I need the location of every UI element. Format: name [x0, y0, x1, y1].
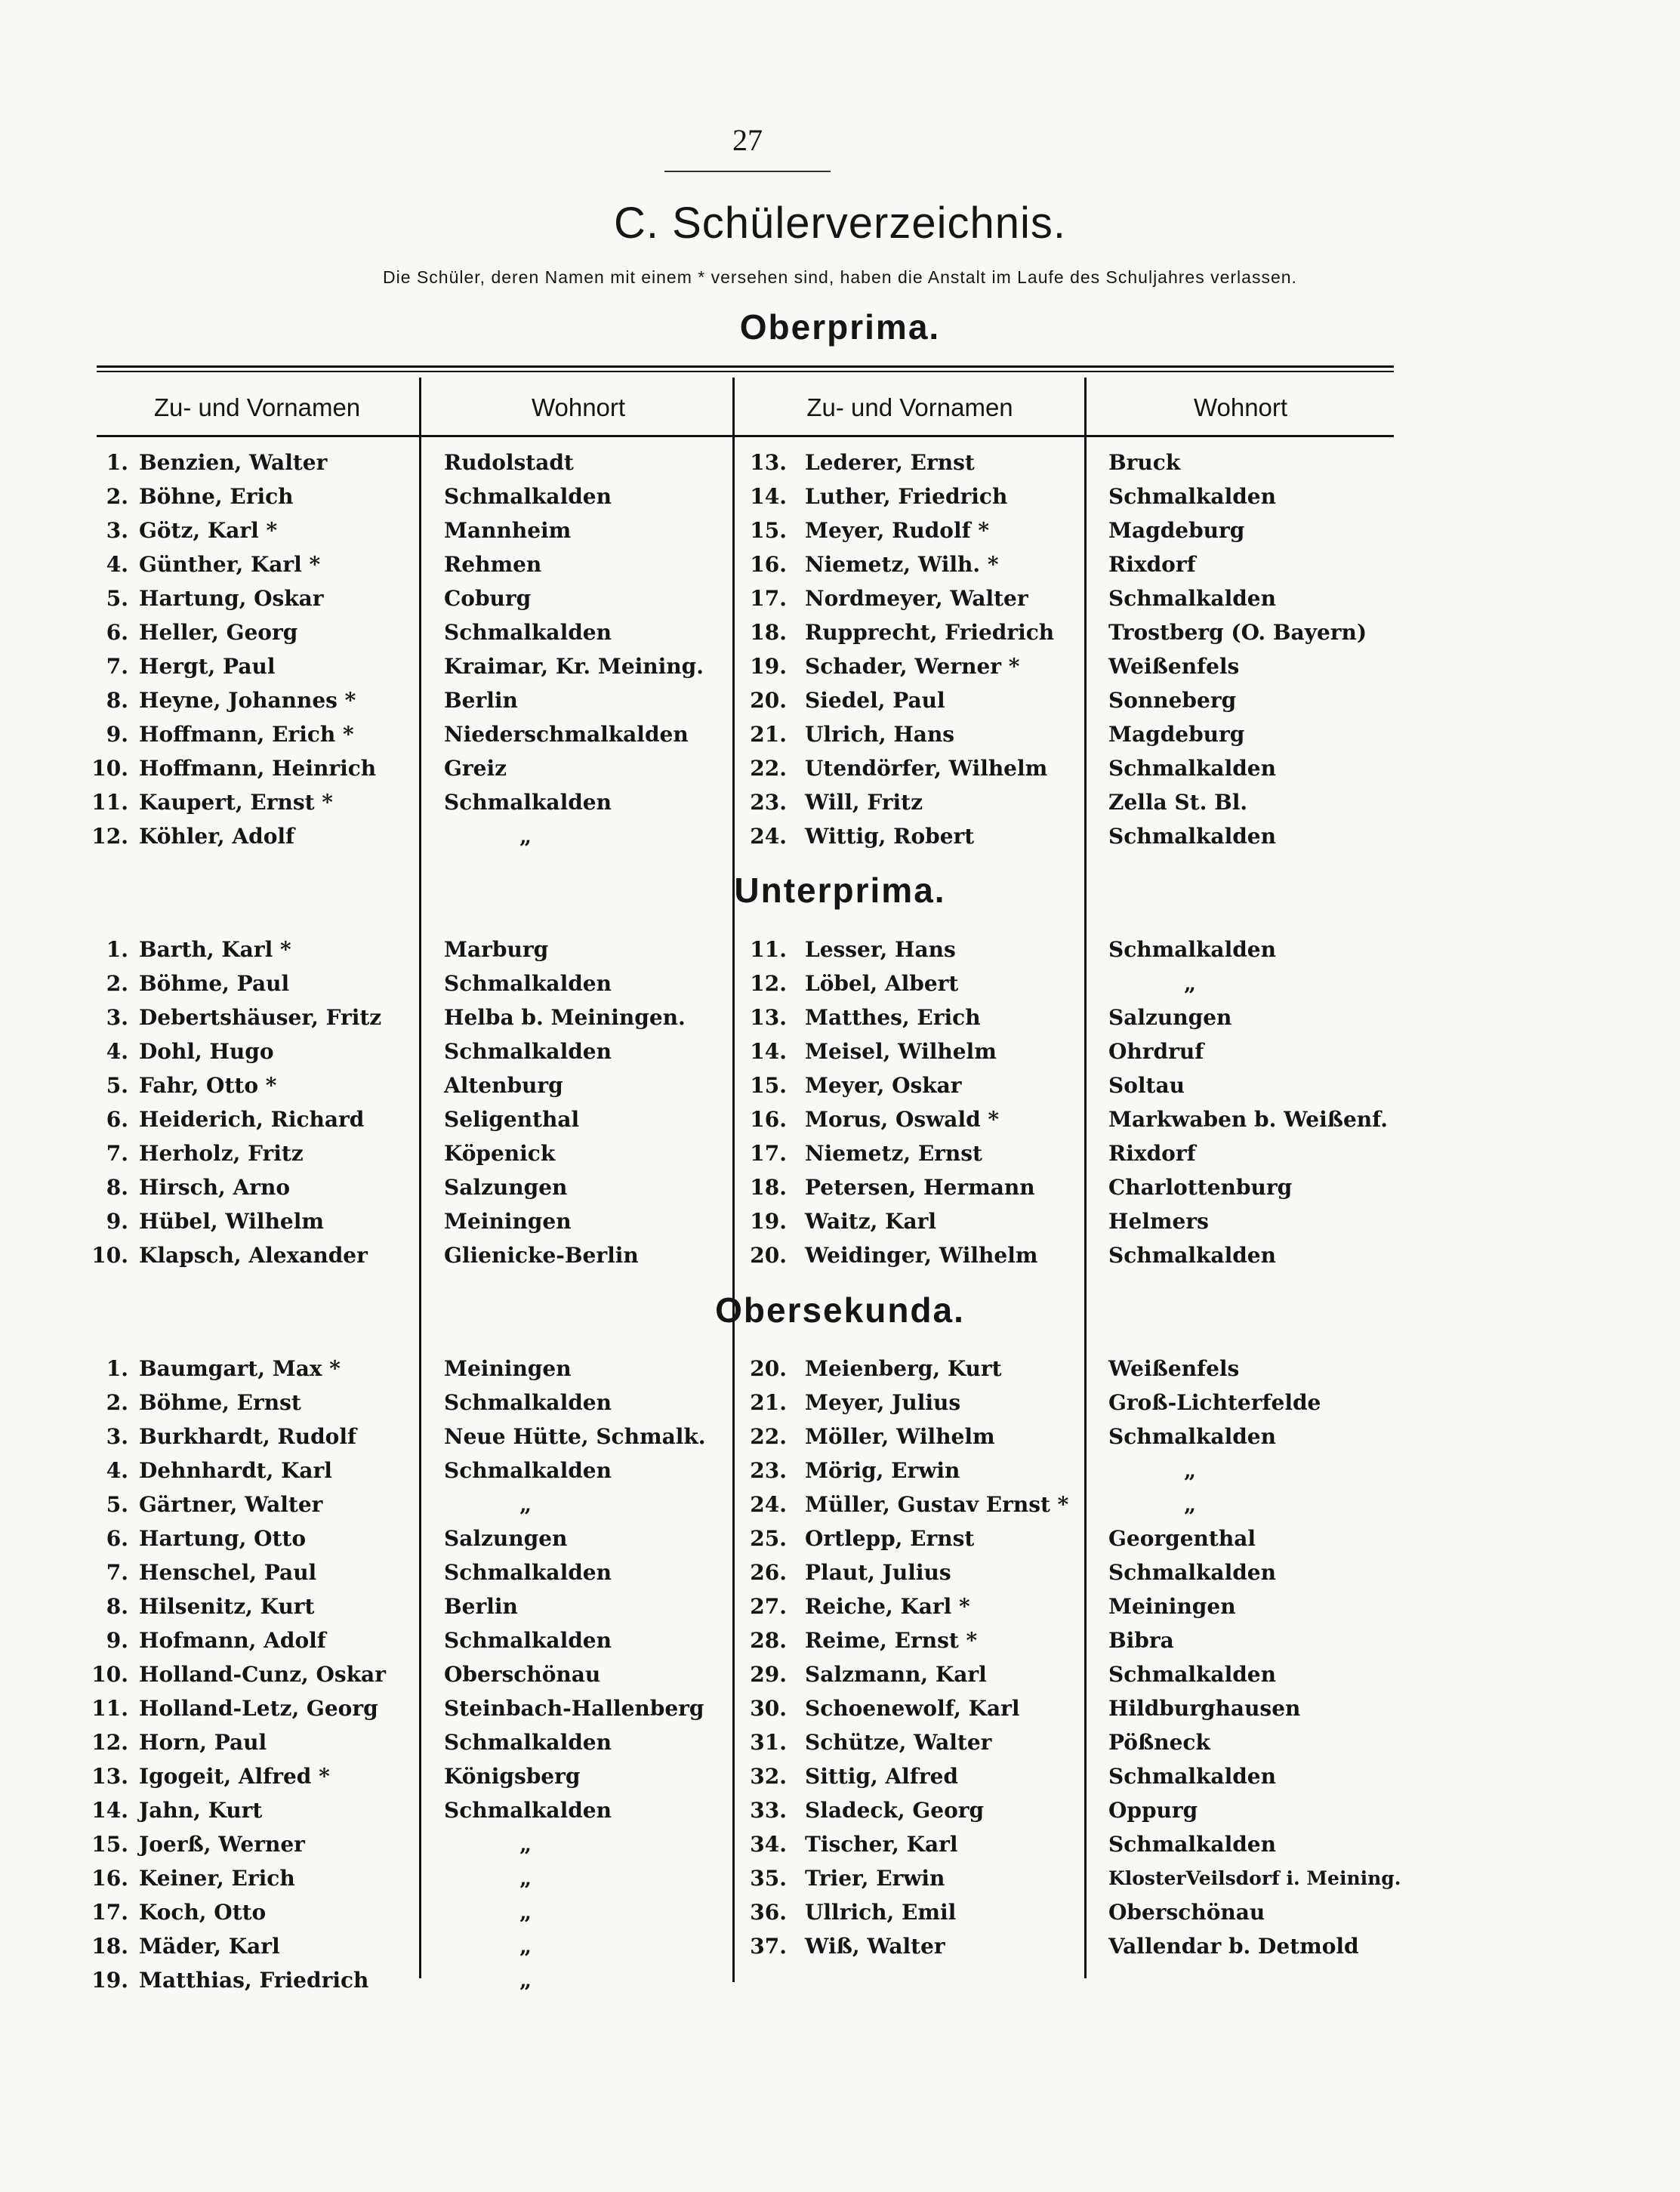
student-residence: „ — [519, 1934, 532, 1959]
student-residence: Berlin — [444, 688, 518, 713]
table-row — [0, 717, 1680, 751]
student-residence: Charlottenburg — [1108, 1175, 1293, 1200]
entry-number: 8. — [106, 1175, 128, 1200]
entry-number: 6. — [106, 620, 128, 645]
student-name: Heller, Georg — [139, 620, 298, 645]
section-title-unterprima: Unterprima. — [734, 871, 946, 910]
page-title: C. Schülerverzeichnis. — [614, 199, 1066, 248]
table-header-rule — [97, 435, 1394, 437]
entry-number: 5. — [106, 586, 128, 611]
student-residence: „ — [519, 1492, 532, 1517]
student-residence: Schmalkalden — [1108, 1832, 1276, 1857]
student-residence: „ — [519, 824, 532, 849]
entry-number: 9. — [106, 722, 128, 747]
student-residence: Kraimar, Kr. Meining. — [444, 654, 704, 679]
student-name: Benzien, Walter — [139, 450, 328, 475]
header-place-left: Wohnort — [531, 393, 626, 421]
student-residence: Schmalkalden — [444, 620, 612, 645]
student-residence: Schmalkalden — [1108, 1662, 1276, 1687]
student-name: Gärtner, Walter — [139, 1492, 323, 1517]
header-name-right: Zu- und Vornamen — [806, 393, 1013, 421]
student-name: Luther, Friedrich — [805, 484, 1008, 509]
student-name: Lederer, Ernst — [805, 450, 975, 475]
student-name: Mäder, Karl — [139, 1934, 280, 1959]
student-name: Ulrich, Hans — [805, 722, 955, 747]
student-name: Niemetz, Wilh. * — [805, 552, 999, 577]
student-name: Siedel, Paul — [805, 688, 945, 713]
student-residence: Schmalkalden — [1108, 586, 1276, 611]
table-row — [0, 547, 1680, 581]
student-name: Dehnhardt, Karl — [139, 1458, 332, 1483]
student-name: Götz, Karl * — [139, 518, 278, 543]
student-residence: KlosterVeilsdorf i. Meining. — [1108, 1867, 1401, 1889]
entry-number: 22. — [750, 1424, 787, 1449]
student-name: Waitz, Karl — [805, 1209, 936, 1234]
entry-number: 16. — [750, 1107, 787, 1132]
table-row — [0, 1420, 1680, 1454]
table-row — [0, 1725, 1680, 1759]
student-residence: Rudolstadt — [444, 450, 574, 475]
entry-number: 23. — [750, 1458, 787, 1483]
entry-number: 2. — [106, 1390, 128, 1415]
student-residence: Pößneck — [1108, 1730, 1210, 1755]
entry-number: 18. — [750, 620, 787, 645]
student-name: Müller, Gustav Ernst * — [805, 1492, 1069, 1517]
table-row — [0, 1963, 1680, 1997]
entry-number: 21. — [750, 722, 787, 747]
page-number: 27 — [732, 123, 763, 157]
student-residence: Bibra — [1108, 1628, 1174, 1653]
student-name: Trier, Erwin — [805, 1866, 945, 1891]
student-residence: Meiningen — [1108, 1594, 1236, 1619]
table-row — [0, 819, 1680, 853]
student-name: Sladeck, Georg — [805, 1798, 985, 1823]
student-name: Schader, Werner * — [805, 654, 1020, 679]
student-residence: Zella St. Bl. — [1108, 790, 1248, 815]
entry-number: 35. — [750, 1866, 787, 1891]
student-residence: Rehmen — [444, 552, 542, 577]
student-residence: Coburg — [444, 586, 532, 611]
student-residence: Groß-Lichterfelde — [1108, 1390, 1321, 1415]
student-name: Igogeit, Alfred * — [139, 1764, 330, 1789]
student-name: Niemetz, Ernst — [805, 1141, 982, 1166]
student-name: Will, Fritz — [805, 790, 923, 815]
student-name: Kaupert, Ernst * — [139, 790, 333, 815]
student-residence: Schmalkalden — [1108, 1424, 1276, 1449]
page-number-rule — [664, 171, 831, 172]
student-residence: Altenburg — [444, 1073, 563, 1098]
student-residence: „ — [1184, 1492, 1197, 1517]
table-row — [0, 1827, 1680, 1861]
student-residence: Salzungen — [1108, 1005, 1232, 1030]
entry-number: 10. — [91, 1243, 128, 1268]
student-residence: Soltau — [1108, 1073, 1185, 1098]
student-residence: Hildburghausen — [1108, 1696, 1301, 1721]
table-row — [0, 1623, 1680, 1657]
student-residence: Schmalkalden — [1108, 1560, 1276, 1585]
table-row — [0, 1352, 1680, 1386]
entry-number: 10. — [91, 756, 128, 781]
entry-number: 2. — [106, 971, 128, 996]
entry-number: 13. — [91, 1764, 128, 1789]
table-row — [0, 1521, 1680, 1555]
table-row — [0, 1170, 1680, 1204]
header-name-left: Zu- und Vornamen — [153, 393, 361, 421]
entry-number: 13. — [750, 1005, 787, 1030]
entry-number: 36. — [750, 1900, 787, 1925]
entry-number: 15. — [750, 518, 787, 543]
student-residence: Weißenfels — [1108, 1356, 1240, 1381]
entry-number: 10. — [91, 1662, 128, 1687]
student-name: Lesser, Hans — [805, 937, 956, 962]
student-residence: Niederschmalkalden — [444, 722, 689, 747]
table-row — [0, 1929, 1680, 1963]
table-row — [0, 683, 1680, 717]
entry-number: 8. — [106, 1594, 128, 1619]
entry-number: 7. — [106, 654, 128, 679]
section-title-obersekunda: Obersekunda. — [715, 1290, 965, 1330]
student-name: Herholz, Fritz — [139, 1141, 304, 1166]
student-name: Rupprecht, Friedrich — [805, 620, 1055, 645]
table-row — [0, 967, 1680, 1000]
student-residence: Schmalkalden — [444, 1798, 612, 1823]
student-name: Schoenewolf, Karl — [805, 1696, 1020, 1721]
entry-number: 24. — [750, 824, 787, 849]
entry-number: 23. — [750, 790, 787, 815]
table-row — [0, 1657, 1680, 1691]
entry-number: 25. — [750, 1526, 787, 1551]
entry-number: 2. — [106, 484, 128, 509]
table-row — [0, 1759, 1680, 1793]
student-residence: Schmalkalden — [1108, 1243, 1276, 1268]
entry-number: 20. — [750, 1356, 787, 1381]
table-top-rule — [97, 365, 1394, 368]
student-name: Nordmeyer, Walter — [805, 586, 1028, 611]
table-row — [0, 1386, 1680, 1420]
table-row — [0, 1895, 1680, 1929]
student-residence: Schmalkalden — [444, 1458, 612, 1483]
student-residence: Magdeburg — [1108, 722, 1245, 747]
table-row — [0, 933, 1680, 967]
student-name: Utendörfer, Wilhelm — [805, 756, 1048, 781]
student-residence: Vallendar b. Detmold — [1108, 1934, 1359, 1959]
entry-number: 11. — [91, 1696, 128, 1721]
student-residence: Schmalkalden — [1108, 484, 1276, 509]
student-residence: „ — [1184, 1458, 1197, 1483]
student-name: Joerß, Werner — [139, 1832, 305, 1857]
student-name: Köhler, Adolf — [139, 824, 295, 849]
entry-number: 17. — [750, 586, 787, 611]
entry-number: 7. — [106, 1560, 128, 1585]
entry-number: 20. — [750, 688, 787, 713]
entry-number: 21. — [750, 1390, 787, 1415]
student-residence: Schmalkalden — [444, 790, 612, 815]
student-name: Weidinger, Wilhelm — [805, 1243, 1038, 1268]
table-header — [0, 387, 1680, 429]
student-residence: „ — [1184, 971, 1197, 996]
student-residence: „ — [519, 1900, 532, 1925]
entry-number: 12. — [91, 1730, 128, 1755]
entry-number: 18. — [750, 1175, 787, 1200]
table-row — [0, 1488, 1680, 1521]
student-residence: Schmalkalden — [1108, 824, 1276, 849]
entry-number: 24. — [750, 1492, 787, 1517]
student-residence: Berlin — [444, 1594, 518, 1619]
entry-number: 15. — [91, 1832, 128, 1857]
student-residence: Oppurg — [1108, 1798, 1198, 1823]
student-residence: Schmalkalden — [444, 1390, 612, 1415]
student-name: Ullrich, Emil — [805, 1900, 957, 1925]
student-name: Hartung, Oskar — [139, 586, 324, 611]
entry-number: 12. — [91, 824, 128, 849]
student-residence: Salzungen — [444, 1175, 568, 1200]
entry-number: 4. — [106, 1458, 128, 1483]
student-name: Meyer, Julius — [805, 1390, 961, 1415]
entry-number: 5. — [106, 1073, 128, 1098]
student-name: Sittig, Alfred — [805, 1764, 958, 1789]
entry-number: 26. — [750, 1560, 787, 1585]
student-name: Löbel, Albert — [805, 971, 959, 996]
student-name: Böhme, Paul — [139, 971, 290, 996]
student-name: Ortlepp, Ernst — [805, 1526, 975, 1551]
student-residence: Schmalkalden — [444, 1560, 612, 1585]
header-place-right: Wohnort — [1193, 393, 1288, 421]
entry-number: 1. — [106, 1356, 128, 1381]
table-row — [0, 1793, 1680, 1827]
entry-number: 28. — [750, 1628, 787, 1653]
student-name: Morus, Oswald * — [805, 1107, 1000, 1132]
student-name: Böhme, Ernst — [139, 1390, 301, 1415]
student-residence: Helba b. Meiningen. — [444, 1005, 686, 1030]
student-residence: Seligenthal — [444, 1107, 580, 1132]
table-row — [0, 513, 1680, 547]
table-row — [0, 1589, 1680, 1623]
student-name: Holland-Cunz, Oskar — [139, 1662, 386, 1687]
entry-number: 30. — [750, 1696, 787, 1721]
entry-number: 9. — [106, 1209, 128, 1234]
table-row — [0, 1034, 1680, 1068]
student-residence: Greiz — [444, 756, 507, 781]
student-residence: Steinbach-Hallenberg — [444, 1696, 704, 1721]
table-row — [0, 615, 1680, 649]
student-residence: Meiningen — [444, 1356, 572, 1381]
student-residence: Glienicke-Berlin — [444, 1243, 639, 1268]
entry-number: 14. — [750, 484, 787, 509]
entry-number: 31. — [750, 1730, 787, 1755]
student-name: Schütze, Walter — [805, 1730, 992, 1755]
entry-number: 14. — [750, 1039, 787, 1064]
table-row — [0, 1136, 1680, 1170]
student-residence: Meiningen — [444, 1209, 572, 1234]
entry-number: 22. — [750, 756, 787, 781]
student-residence: Schmalkalden — [1108, 937, 1276, 962]
table-row — [0, 1068, 1680, 1102]
student-name: Hoffmann, Erich * — [139, 722, 354, 747]
student-name: Möller, Wilhelm — [805, 1424, 995, 1449]
entry-number: 1. — [106, 450, 128, 475]
student-residence: Mannheim — [444, 518, 572, 543]
student-name: Meyer, Oskar — [805, 1073, 962, 1098]
student-name: Baumgart, Max * — [139, 1356, 341, 1381]
entry-number: 14. — [91, 1798, 128, 1823]
table-row — [0, 1238, 1680, 1272]
student-residence: „ — [519, 1832, 532, 1857]
student-residence: Markwaben b. Weißenf. — [1108, 1107, 1388, 1132]
student-name: Hilsenitz, Kurt — [139, 1594, 315, 1619]
entry-number: 13. — [750, 450, 787, 475]
section-title-oberprima: Oberprima. — [739, 307, 941, 347]
student-residence: Salzungen — [444, 1526, 568, 1551]
student-residence: Oberschönau — [1108, 1900, 1265, 1925]
student-residence: Köpenick — [444, 1141, 556, 1166]
student-name: Holland-Letz, Georg — [139, 1696, 378, 1721]
student-residence: Königsberg — [444, 1764, 581, 1789]
student-residence: Helmers — [1108, 1209, 1209, 1234]
student-name: Klapsch, Alexander — [139, 1243, 368, 1268]
entry-number: 37. — [750, 1934, 787, 1959]
table-row — [0, 1000, 1680, 1034]
table-row — [0, 1555, 1680, 1589]
student-name: Burkhardt, Rudolf — [139, 1424, 356, 1449]
student-name: Reiche, Karl * — [805, 1594, 970, 1619]
student-residence: „ — [519, 1866, 532, 1891]
student-residence: Schmalkalden — [444, 1628, 612, 1653]
student-residence: Rixdorf — [1108, 552, 1196, 577]
entry-number: 17. — [91, 1900, 128, 1925]
student-name: Hübel, Wilhelm — [139, 1209, 324, 1234]
entry-number: 19. — [91, 1968, 128, 1993]
entry-number: 3. — [106, 1424, 128, 1449]
entry-number: 11. — [91, 790, 128, 815]
student-name: Petersen, Hermann — [805, 1175, 1035, 1200]
entry-number: 8. — [106, 688, 128, 713]
student-name: Heiderich, Richard — [139, 1107, 365, 1132]
student-name: Matthes, Erich — [805, 1005, 981, 1030]
student-residence: Schmalkalden — [444, 484, 612, 509]
student-residence: Bruck — [1108, 450, 1181, 475]
student-residence: Trostberg (O. Bayern) — [1108, 620, 1367, 645]
student-name: Wiß, Walter — [805, 1934, 945, 1959]
student-name: Tischer, Karl — [805, 1832, 958, 1857]
student-name: Plaut, Julius — [805, 1560, 951, 1585]
student-residence: Schmalkalden — [1108, 1764, 1276, 1789]
student-name: Dohl, Hugo — [139, 1039, 274, 1064]
table-row — [0, 785, 1680, 819]
entry-number: 34. — [750, 1832, 787, 1857]
entry-number: 7. — [106, 1141, 128, 1166]
entry-number: 4. — [106, 552, 128, 577]
student-name: Horn, Paul — [139, 1730, 267, 1755]
student-name: Hirsch, Arno — [139, 1175, 291, 1200]
student-residence: Schmalkalden — [444, 971, 612, 996]
student-name: Hergt, Paul — [139, 654, 276, 679]
table-row — [0, 1861, 1680, 1895]
student-residence: Schmalkalden — [444, 1039, 612, 1064]
student-residence: Rixdorf — [1108, 1141, 1196, 1166]
student-residence: Marburg — [444, 937, 549, 962]
entry-number: 27. — [750, 1594, 787, 1619]
student-name: Meisel, Wilhelm — [805, 1039, 997, 1064]
entry-number: 16. — [750, 552, 787, 577]
student-residence: Ohrdruf — [1108, 1039, 1204, 1064]
entry-number: 15. — [750, 1073, 787, 1098]
student-name: Meienberg, Kurt — [805, 1356, 1002, 1381]
student-name: Jahn, Kurt — [139, 1798, 263, 1823]
entry-number: 32. — [750, 1764, 787, 1789]
entry-number: 5. — [106, 1492, 128, 1517]
student-name: Böhne, Erich — [139, 484, 294, 509]
student-residence: Weißenfels — [1108, 654, 1240, 679]
student-name: Henschel, Paul — [139, 1560, 317, 1585]
entry-number: 3. — [106, 1005, 128, 1030]
student-name: Matthias, Friedrich — [139, 1968, 369, 1993]
entry-number: 20. — [750, 1243, 787, 1268]
student-name: Hoffmann, Heinrich — [139, 756, 377, 781]
entry-number: 11. — [750, 937, 787, 962]
entry-number: 29. — [750, 1662, 787, 1687]
student-name: Koch, Otto — [139, 1900, 267, 1925]
entry-number: 19. — [750, 654, 787, 679]
entry-number: 12. — [750, 971, 787, 996]
student-name: Fahr, Otto * — [139, 1073, 277, 1098]
page-subtitle: Die Schüler, deren Namen mit einem * versehen sind, haben die Anstalt im Laufe des Schuljahres verlassen. — [383, 267, 1297, 287]
table-row — [0, 1454, 1680, 1488]
entry-number: 18. — [91, 1934, 128, 1959]
student-name: Mörig, Erwin — [805, 1458, 960, 1483]
entry-number: 4. — [106, 1039, 128, 1064]
entry-number: 16. — [91, 1866, 128, 1891]
student-name: Heyne, Johannes * — [139, 688, 356, 713]
student-name: Barth, Karl * — [139, 937, 291, 962]
student-residence: Sonneberg — [1108, 688, 1237, 713]
entry-number: 6. — [106, 1107, 128, 1132]
student-name: Wittig, Robert — [805, 824, 975, 849]
student-residence: Georgenthal — [1108, 1526, 1256, 1551]
student-residence: Neue Hütte, Schmalk. — [444, 1424, 706, 1449]
entry-number: 19. — [750, 1209, 787, 1234]
entry-number: 1. — [106, 937, 128, 962]
student-name: Hofmann, Adolf — [139, 1628, 326, 1653]
student-name: Debertshäuser, Fritz — [139, 1005, 382, 1030]
table-row — [0, 1691, 1680, 1725]
entry-number: 9. — [106, 1628, 128, 1653]
student-name: Günther, Karl * — [139, 552, 321, 577]
table-row — [0, 1204, 1680, 1238]
student-name: Hartung, Otto — [139, 1526, 307, 1551]
student-name: Salzmann, Karl — [805, 1662, 987, 1687]
entry-number: 17. — [750, 1141, 787, 1166]
table-row — [0, 445, 1680, 479]
student-name: Meyer, Rudolf * — [805, 518, 990, 543]
student-residence: Schmalkalden — [1108, 756, 1276, 781]
student-residence: Magdeburg — [1108, 518, 1245, 543]
entry-number: 3. — [106, 518, 128, 543]
table-row — [0, 649, 1680, 683]
table-top-rule-double — [97, 371, 1394, 372]
entry-number: 6. — [106, 1526, 128, 1551]
entry-number: 33. — [750, 1798, 787, 1823]
table-row — [0, 581, 1680, 615]
student-name: Keiner, Erich — [139, 1866, 295, 1891]
student-residence: Schmalkalden — [444, 1730, 612, 1755]
student-residence: Oberschönau — [444, 1662, 601, 1687]
student-name: Reime, Ernst * — [805, 1628, 978, 1653]
table-row — [0, 751, 1680, 785]
table-row — [0, 479, 1680, 513]
student-residence: „ — [519, 1968, 532, 1993]
table-row — [0, 1102, 1680, 1136]
